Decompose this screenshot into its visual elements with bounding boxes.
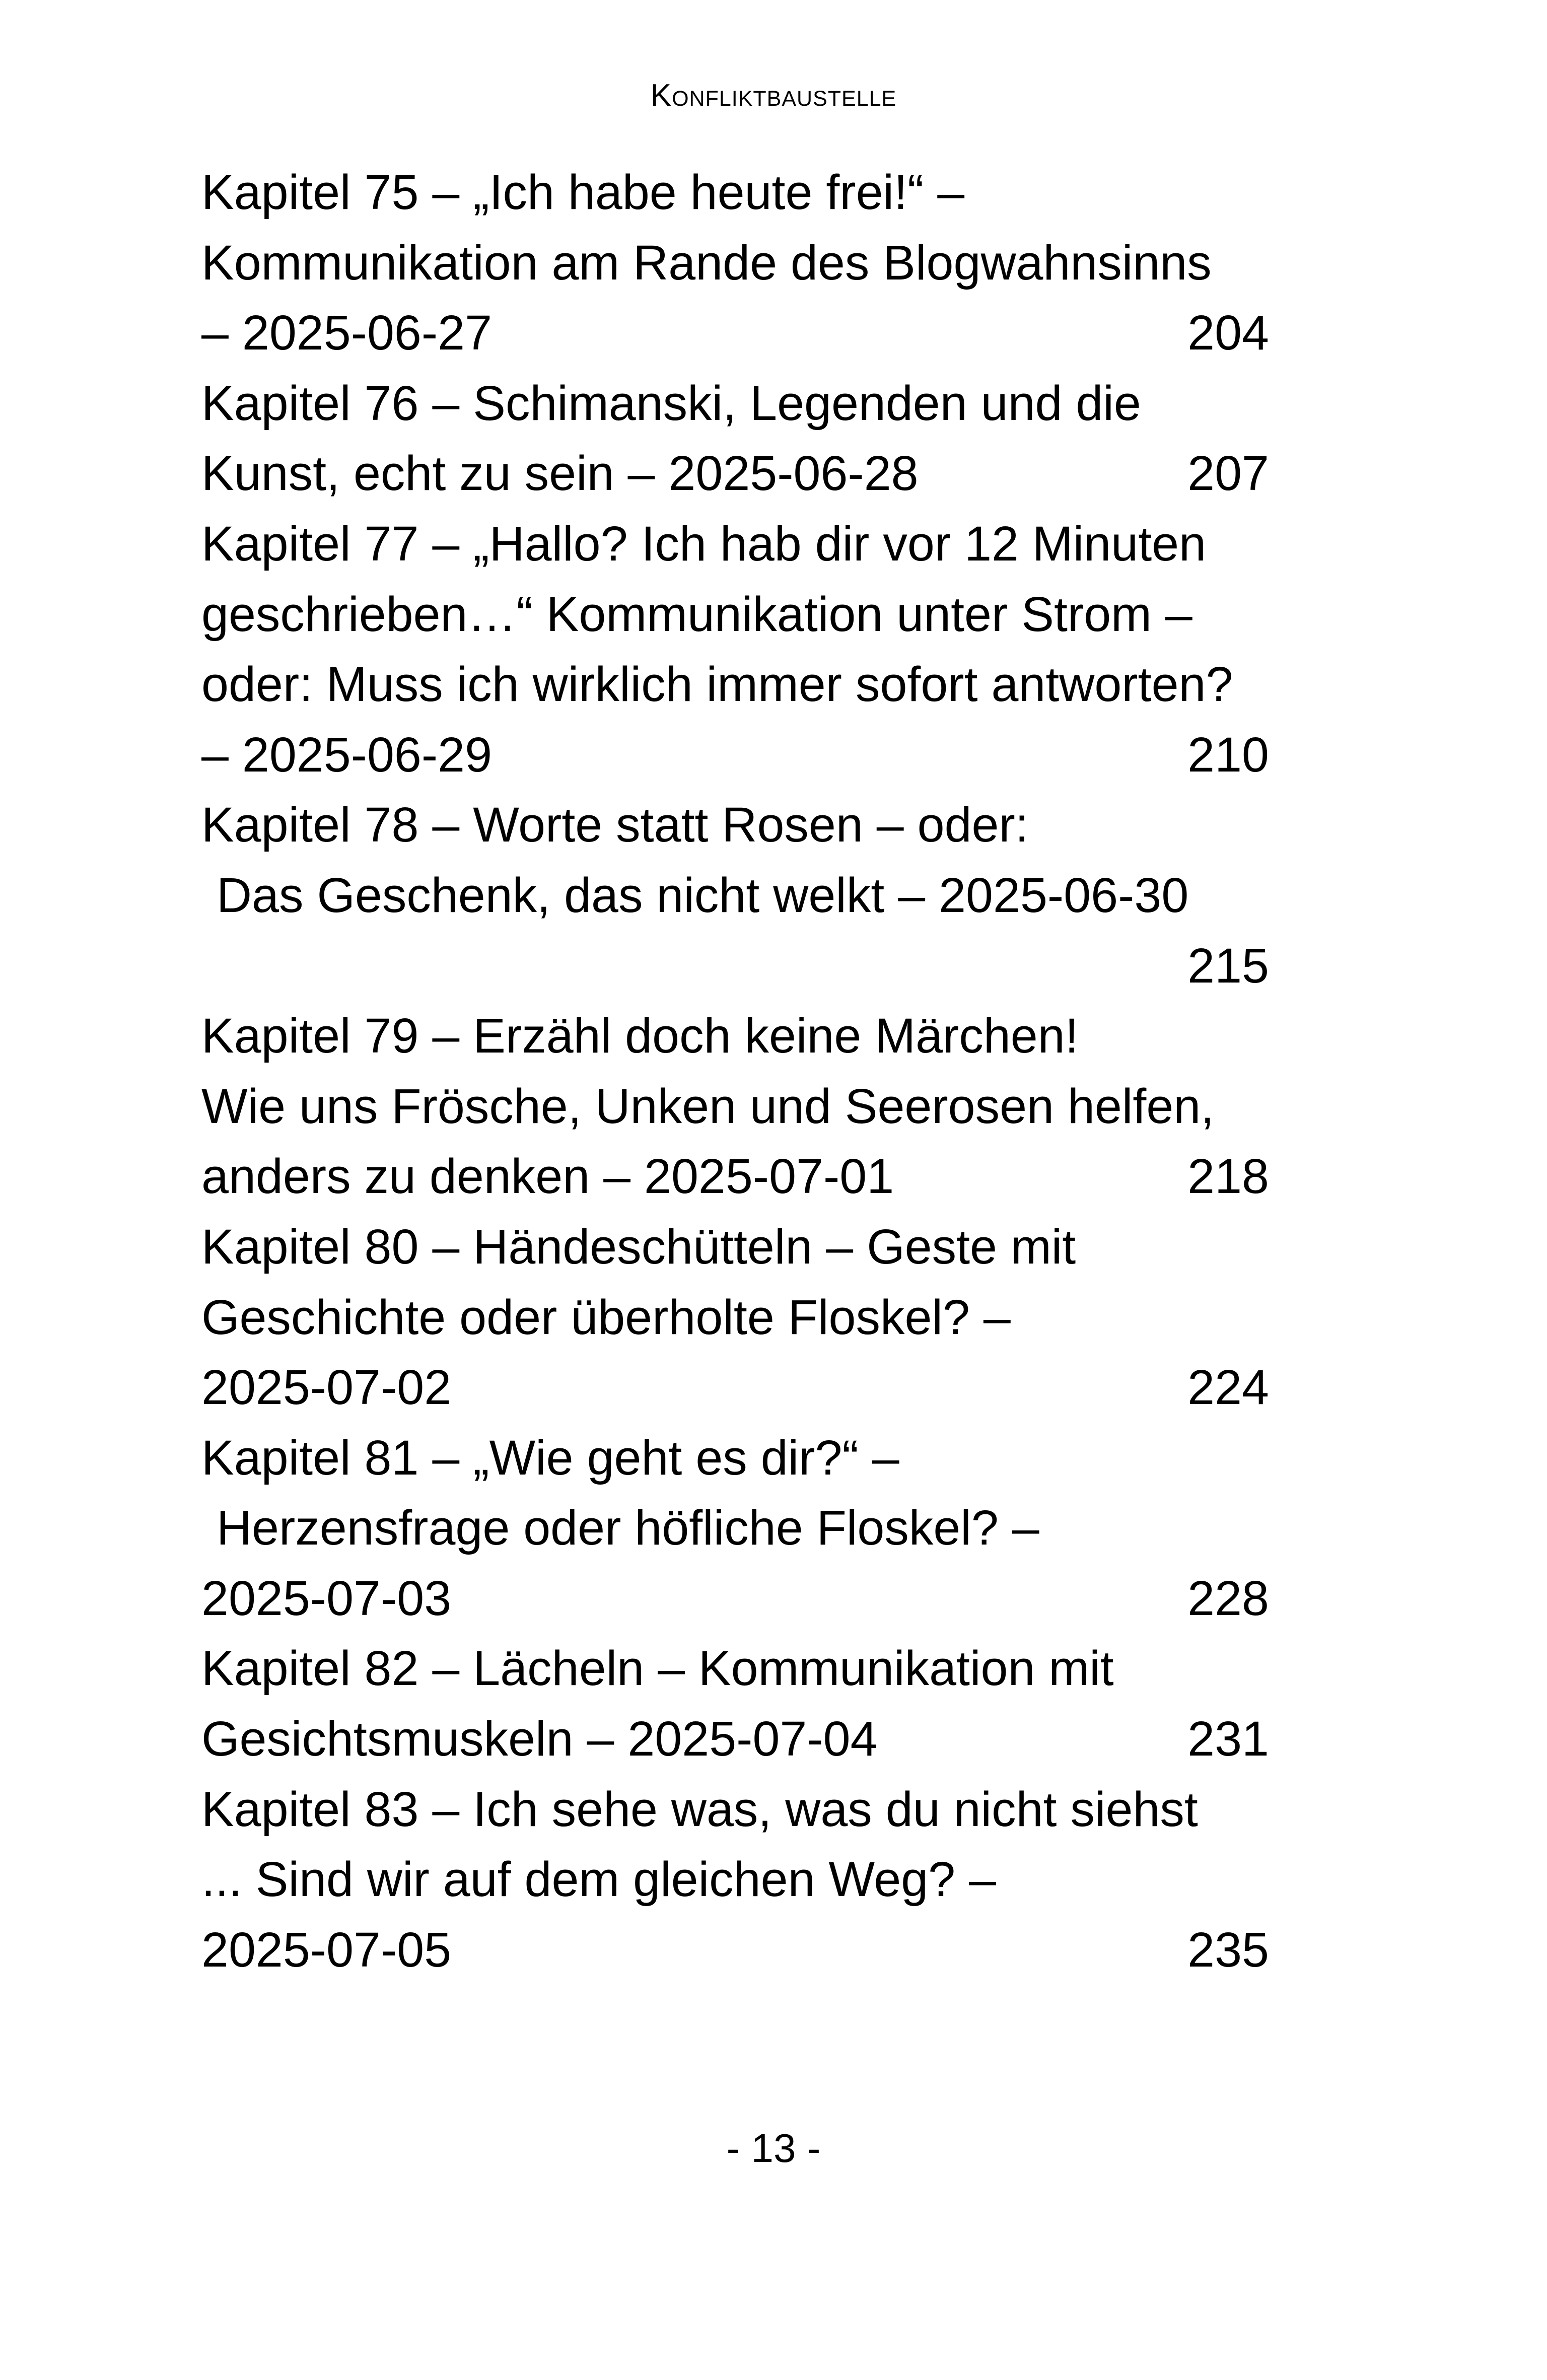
- toc-entry-chapter-81[interactable]: [201, 1423, 1269, 1634]
- toc-line: [201, 1071, 1269, 1142]
- toc-line: [201, 298, 1269, 368]
- toc-entry-chapter-76[interactable]: [201, 368, 1269, 509]
- toc-page-number: 210: [1187, 727, 1269, 782]
- toc-line: [201, 1633, 1269, 1704]
- toc-line: [201, 1915, 1269, 1985]
- toc-entry-chapter-75[interactable]: [201, 157, 1269, 368]
- page-number: - 13 -: [726, 2126, 821, 2171]
- toc-entry-title-line: Geschichte oder überholte Floskel? –: [201, 1289, 1011, 1345]
- toc-entry-title-line: ... Sind wir auf dem gleichen Weg? –: [201, 1852, 997, 1907]
- toc-entry-title-line: anders zu denken – 2025-07-01: [201, 1149, 894, 1204]
- toc-entry-title-line: oder: Muss ich wirklich immer sofort antworten?: [201, 657, 1233, 712]
- toc-page-number: 215: [1187, 938, 1269, 993]
- toc-entry-title-line: Kapitel 77 – „Hallo? Ich hab dir vor 12 Minuten: [201, 516, 1207, 571]
- toc-entry-chapter-82[interactable]: [201, 1633, 1269, 1774]
- toc-entry-title-line: Kapitel 75 – „Ich habe heute frei!“ –: [201, 165, 965, 220]
- toc-line: [201, 649, 1269, 720]
- toc-entry-title-line: Kommunikation am Rande des Blogwahnsinns: [201, 235, 1212, 290]
- toc-entry-title-line: Kapitel 79 – Erzähl doch keine Märchen!: [201, 1008, 1079, 1064]
- toc-page-number: 231: [1187, 1711, 1269, 1767]
- toc-line: [201, 1774, 1269, 1845]
- toc-page-number: 224: [1187, 1360, 1269, 1415]
- toc-entry-title-line: Gesichtsmuskeln – 2025-07-04: [201, 1711, 878, 1767]
- toc-line: [201, 1282, 1269, 1353]
- toc-line: [201, 1493, 1269, 1563]
- toc-line: [201, 579, 1269, 650]
- toc-entry-chapter-80[interactable]: [201, 1212, 1269, 1423]
- toc-entry-title-line: Kapitel 76 – Schimanski, Legenden und die: [201, 375, 1141, 431]
- toc-entry-title-line: Kapitel 83 – Ich sehe was, was du nicht siehst: [201, 1781, 1198, 1837]
- toc-page-number: 218: [1187, 1149, 1269, 1204]
- toc-line: [201, 1212, 1269, 1282]
- toc-entry-title-line: Kapitel 82 – Lächeln – Kommunikation mit: [201, 1641, 1114, 1696]
- toc-line: [201, 1563, 1269, 1634]
- running-header: Konfliktbaustelle: [650, 78, 897, 113]
- toc-entry-title-line: Kapitel 80 – Händeschütteln – Geste mit: [201, 1219, 1076, 1274]
- toc-page-number: 207: [1187, 446, 1269, 501]
- toc-entry-title-line: – 2025-06-29: [201, 727, 493, 782]
- toc-line: [201, 368, 1269, 439]
- toc-line: [201, 720, 1269, 790]
- toc-entry-title-line: – 2025-06-27: [201, 305, 493, 361]
- toc-line: [201, 1352, 1269, 1423]
- toc-line: [201, 860, 1269, 931]
- toc-page-number: 204: [1187, 305, 1269, 361]
- toc-entry-title-line: Das Geschenk, das nicht welkt – 2025-06-30: [217, 867, 1189, 923]
- toc-entry-title-line: 2025-07-05: [201, 1922, 452, 1977]
- toc-entry-chapter-77[interactable]: [201, 509, 1269, 790]
- toc-entry-chapter-79[interactable]: [201, 1001, 1269, 1212]
- toc-entry-title-line: Kapitel 81 – „Wie geht es dir?“ –: [201, 1430, 899, 1485]
- toc-entry-title-line: Wie uns Frösche, Unken und Seerosen helfen,: [201, 1078, 1215, 1134]
- toc-line: [201, 509, 1269, 579]
- toc-line: [201, 228, 1269, 298]
- toc-line: [201, 1141, 1269, 1212]
- toc-entry-title-line: 2025-07-02: [201, 1360, 452, 1415]
- toc-line: [201, 1001, 1269, 1071]
- table-of-contents: [201, 157, 1269, 1985]
- toc-page-number: 235: [1187, 1922, 1269, 1977]
- toc-entry-title-line: 2025-07-03: [201, 1570, 452, 1626]
- toc-line: [201, 1844, 1269, 1915]
- toc-entry-title-line: Kapitel 78 – Worte statt Rosen – oder:: [201, 797, 1029, 853]
- toc-entry-chapter-78[interactable]: [201, 790, 1269, 1001]
- toc-entry-title-line: geschrieben…“ Kommunikation unter Strom –: [201, 586, 1192, 642]
- toc-line: [201, 1423, 1269, 1493]
- toc-page-number: 228: [1187, 1570, 1269, 1626]
- toc-line: [201, 157, 1269, 228]
- toc-line: [201, 790, 1269, 860]
- toc-entry-chapter-83[interactable]: [201, 1774, 1269, 1985]
- toc-line: [201, 931, 1269, 1001]
- toc-entry-title-line: Herzensfrage oder höfliche Floskel? –: [217, 1500, 1039, 1556]
- toc-line: [201, 438, 1269, 509]
- toc-line: [201, 1704, 1269, 1774]
- toc-entry-title-line: Kunst, echt zu sein – 2025-06-28: [201, 446, 919, 501]
